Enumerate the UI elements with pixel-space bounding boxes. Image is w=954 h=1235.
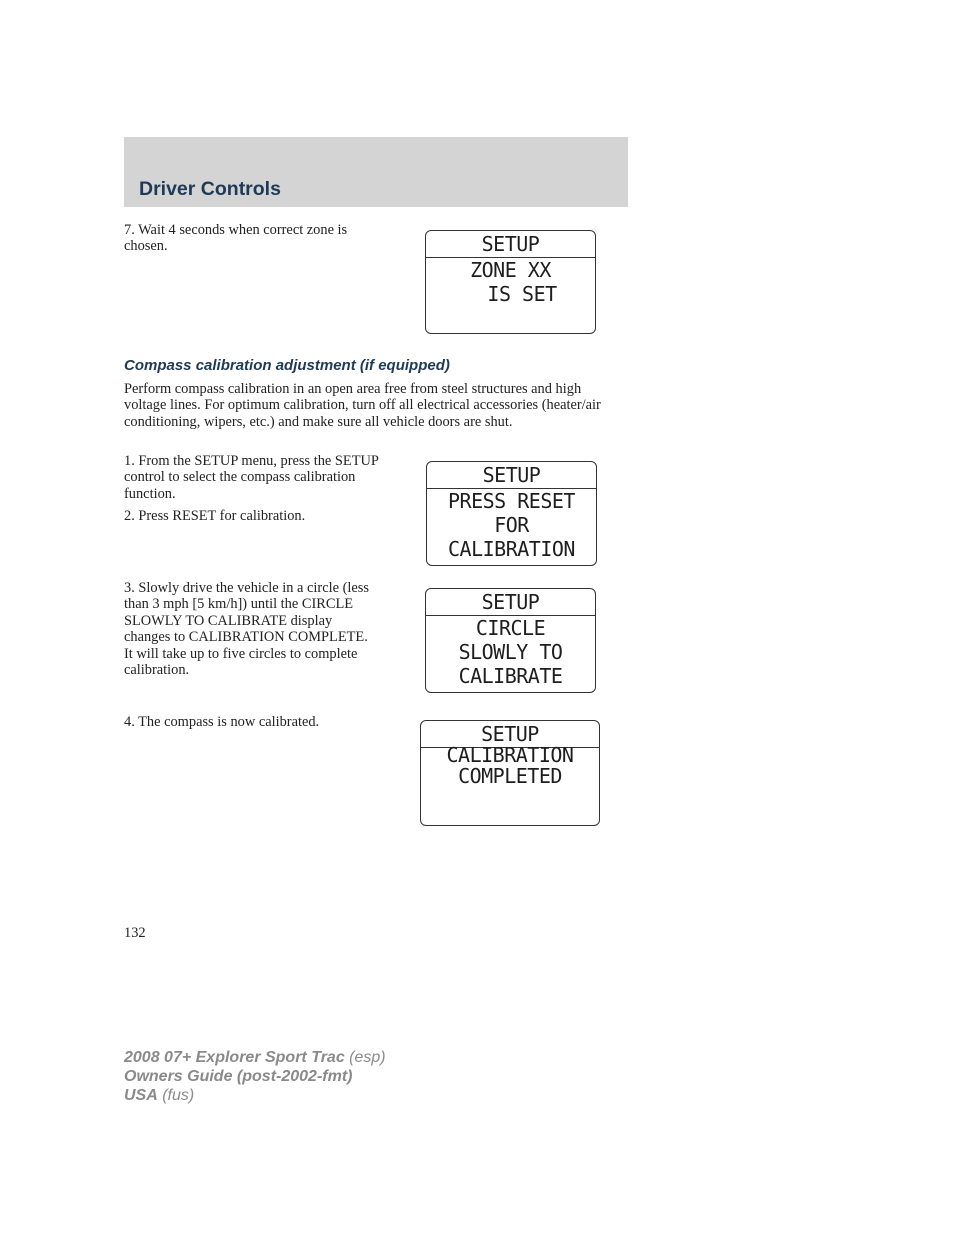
lcd-line: ZONE XX [470,258,551,282]
step-2-text: 2. Press RESET for calibration. [124,508,306,524]
footer [124,1048,386,1105]
lcd-line: CALIBRATION [448,537,575,561]
lcd-line: SLOWLY TO [458,640,563,664]
lcd-line: PRESS RESET [448,489,575,513]
footer-line-2 [124,1067,386,1086]
lcd-display-press-reset [426,461,597,566]
lcd-body [426,616,595,688]
lcd-line: CALIBRATION [446,743,574,767]
lcd-title: SETUP [481,722,539,746]
lcd-title-bar [426,231,595,258]
lcd-display-circle-slowly [425,588,596,693]
step-3-text: 3. Slowly drive the vehicle in a circle (less than 3 mph [5 km/h]) until the CIRCLE SLOWLY TO CALIBRATE display changes to CALIBRATION COMPLETE. It will take up to five circles to complete calibration. [124,580,369,679]
lcd-body [427,489,596,561]
footer-line-3 [124,1086,386,1105]
lcd-display-completed [420,720,600,826]
lcd-line: COMPLETED [458,764,562,788]
footer-lang: (esp) [344,1049,386,1066]
footer-guide: Owners Guide (post-2002-fmt) [124,1068,353,1085]
lcd-title: SETUP [481,232,540,256]
calibration-heading: Compass calibration adjustment (if equipped) [124,357,450,374]
lcd-line: IS SET [464,282,557,306]
step-1-text: 1. From the SETUP menu, press the SETUP control to select the compass calibration function. [124,453,379,502]
lcd-title: SETUP [482,463,541,487]
footer-line-1 [124,1048,386,1067]
lcd-line: CIRCLE [475,616,546,640]
lcd-line: CALIBRATE [458,664,563,688]
lcd-title-bar [426,589,595,616]
lcd-line: FOR [494,513,529,537]
footer-model: 2008 07+ Explorer Sport Trac [124,1049,345,1066]
page-number: 132 [124,925,146,941]
step-7-text: 7. Wait 4 seconds when correct zone is chosen. [124,222,348,255]
lcd-title-bar [427,462,596,489]
lcd-display-zone-set [425,230,596,334]
lcd-body [426,258,595,306]
footer-market-code: (fus) [157,1087,195,1104]
footer-market: USA [124,1087,158,1104]
step-4-text: 4. The compass is now calibrated. [124,714,320,730]
lcd-body [421,745,599,787]
calibration-intro: Perform compass calibration in an open area free from steel structures and high voltage lines. For optimum calibration, turn off all electrical accessories (heater/air conditioning, wipers, etc.) and make sure all vehicle doors are shut. [124,381,601,430]
section-title: Driver Controls [139,178,281,200]
lcd-title: SETUP [481,590,540,614]
